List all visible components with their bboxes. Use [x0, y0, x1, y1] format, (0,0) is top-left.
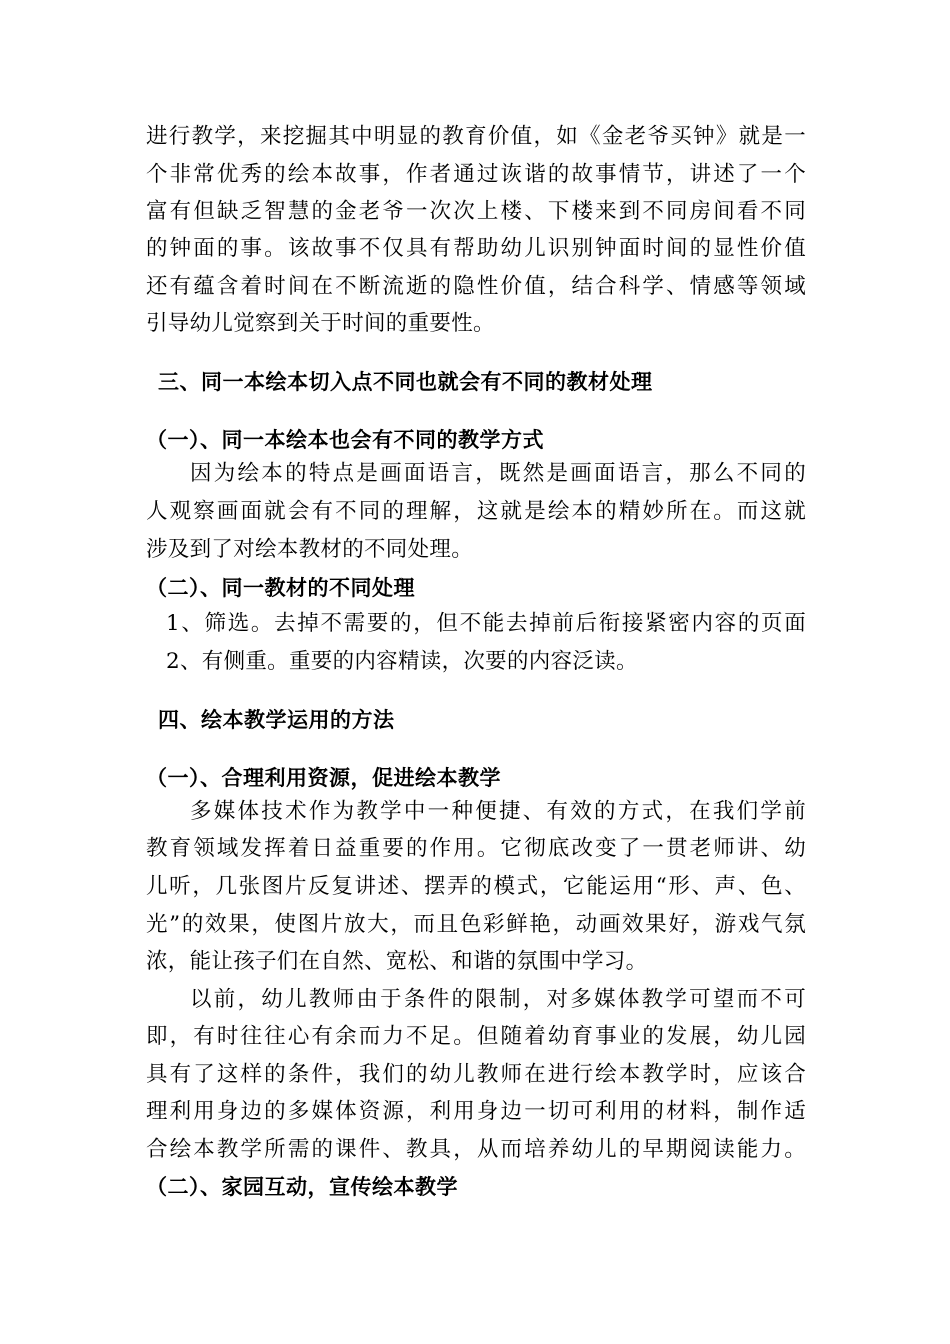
section-heading: 三、同一本绘本切入点不同也就会有不同的教材处理	[158, 370, 653, 394]
paragraph-line: 合绘本教学所需的课件、教具，从而培养幼儿的早期阅读能力。	[146, 1137, 806, 1162]
subsection-heading: （一）、同一本绘本也会有不同的教学方式	[146, 428, 544, 452]
paragraph-line: 即，有时往往心有余而力不足。但随着幼育事业的发展，幼儿园	[146, 1024, 806, 1049]
paragraph-line: 因为绘本的特点是画面语言，既然是画面语言，那么不同的	[190, 461, 806, 486]
paragraph-line: 儿听，几张图片反复讲述、摆弄的模式，它能运用“形、声、色、	[146, 874, 806, 899]
paragraph-line: 以前，幼儿教师由于条件的限制，对多媒体教学可望而不可	[190, 987, 806, 1012]
section-heading: 四、绘本教学运用的方法	[158, 708, 395, 732]
paragraph-line: 进行教学，来挖掘其中明显的教育价值，如《金老爷买钟》就是一	[146, 124, 806, 149]
paragraph-line: 多媒体技术作为教学中一种便捷、有效的方式，在我们学前	[190, 799, 806, 824]
paragraph-line: 涉及到了对绘本教材的不同处理。	[146, 537, 474, 562]
paragraph-line: 的钟面的事。该故事不仅具有帮助幼儿识别钟面时间的显性价值	[146, 236, 806, 261]
paragraph-line: 浓，能让孩子们在自然、宽松、和谐的氛围中学习。	[146, 949, 648, 974]
paragraph-line: 个非常优秀的绘本故事，作者通过诙谐的故事情节，讲述了一个	[146, 162, 806, 187]
paragraph-line: 富有但缺乏智慧的金老爷一次次上楼、下楼来到不同房间看不同	[146, 199, 806, 224]
subsection-heading: （二）、同一教材的不同处理	[146, 576, 415, 600]
paragraph-line: 引导幼儿觉察到关于时间的重要性。	[146, 311, 495, 336]
list-item: 2、有侧重。重要的内容精读，次要的内容泛读。	[166, 649, 638, 674]
subsection-heading: （一）、合理利用资源，促进绘本教学	[146, 766, 501, 790]
paragraph-line: 还有蕴含着时间在不断流逝的隐性价值，结合科学、情感等领域	[146, 274, 806, 299]
paragraph-line: 具有了这样的条件，我们的幼儿教师在进行绘本教学时，应该合	[146, 1062, 806, 1087]
paragraph-line: 人观察画面就会有不同的理解，这就是绘本的精妙所在。而这就	[146, 499, 806, 524]
subsection-heading: （二）、家园互动，宣传绘本教学	[146, 1175, 458, 1199]
paragraph-line: 光”的效果，使图片放大，而且色彩鲜艳，动画效果好，游戏气氛	[146, 912, 806, 937]
list-item: 1、筛选。去掉不需要的，但不能去掉前后衔接紧密内容的页面	[166, 611, 806, 636]
paragraph-line: 理利用身边的多媒体资源，利用身边一切可利用的材料，制作适	[146, 1099, 806, 1124]
paragraph-line: 教育领域发挥着日益重要的作用。它彻底改变了一贯老师讲、幼	[146, 836, 806, 861]
